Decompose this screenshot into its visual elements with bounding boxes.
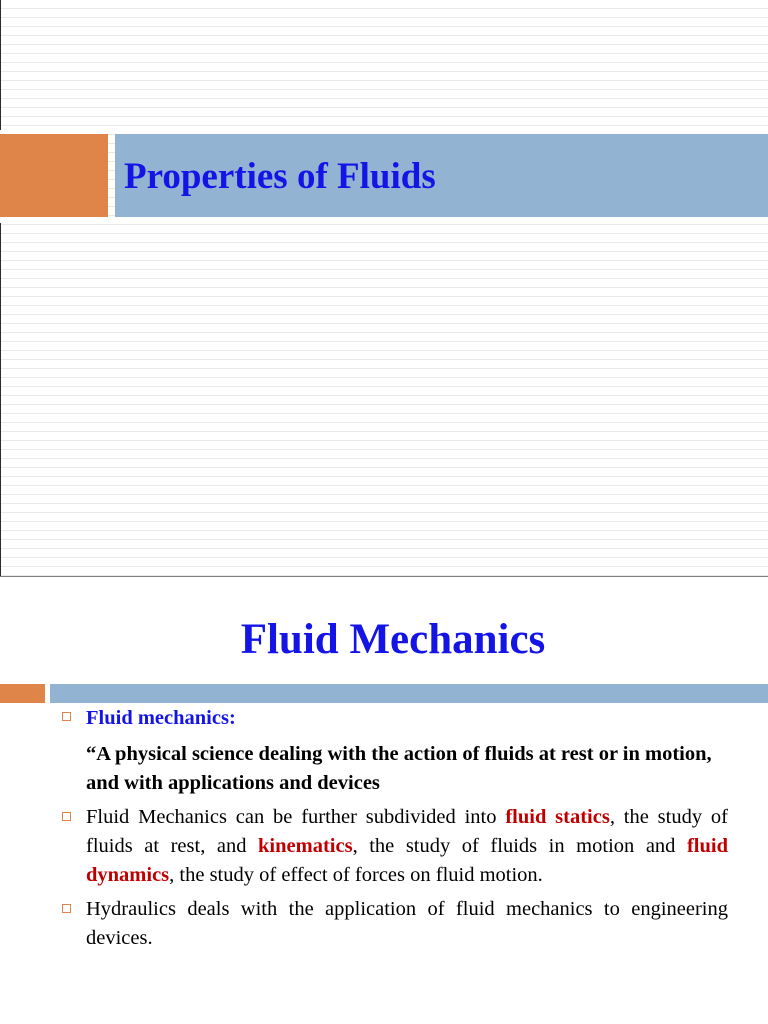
square-bullet-icon — [62, 812, 71, 821]
square-bullet-icon — [62, 712, 71, 721]
square-bullet-icon — [62, 904, 71, 913]
term-fluid-dynamics: fluid dynamics — [86, 835, 728, 886]
title-accent-block — [0, 134, 108, 217]
bullet-list — [0, 577, 768, 1024]
slide-left-rule — [0, 223, 1, 576]
bullet-item — [86, 704, 728, 733]
term-kinematics: kinematics — [258, 835, 353, 857]
bullet-item: Fluid Mechanics can be further subdivided into fluid statics, the study of fluids at rest, and kinematics, the study of fluids in motion and fluid dynamics, the study of effect of forces on fluid motion. — [86, 806, 728, 886]
bullet-item: Hydraulics deals with the application of fluid mechanics to engineering devices. — [86, 898, 728, 949]
definition-quote: “A physical science dealing with the action of fluids at rest or in motion, and with applications and devices — [86, 743, 712, 794]
content-slide — [0, 577, 768, 1024]
term-fluid-statics: fluid statics — [505, 806, 610, 828]
slide-title: Properties of Fluids — [124, 156, 436, 197]
bullet-label: Fluid mechanics: — [86, 707, 236, 729]
slide-heading: Fluid Mechanics — [240, 616, 546, 663]
slide-left-rule — [0, 0, 1, 130]
